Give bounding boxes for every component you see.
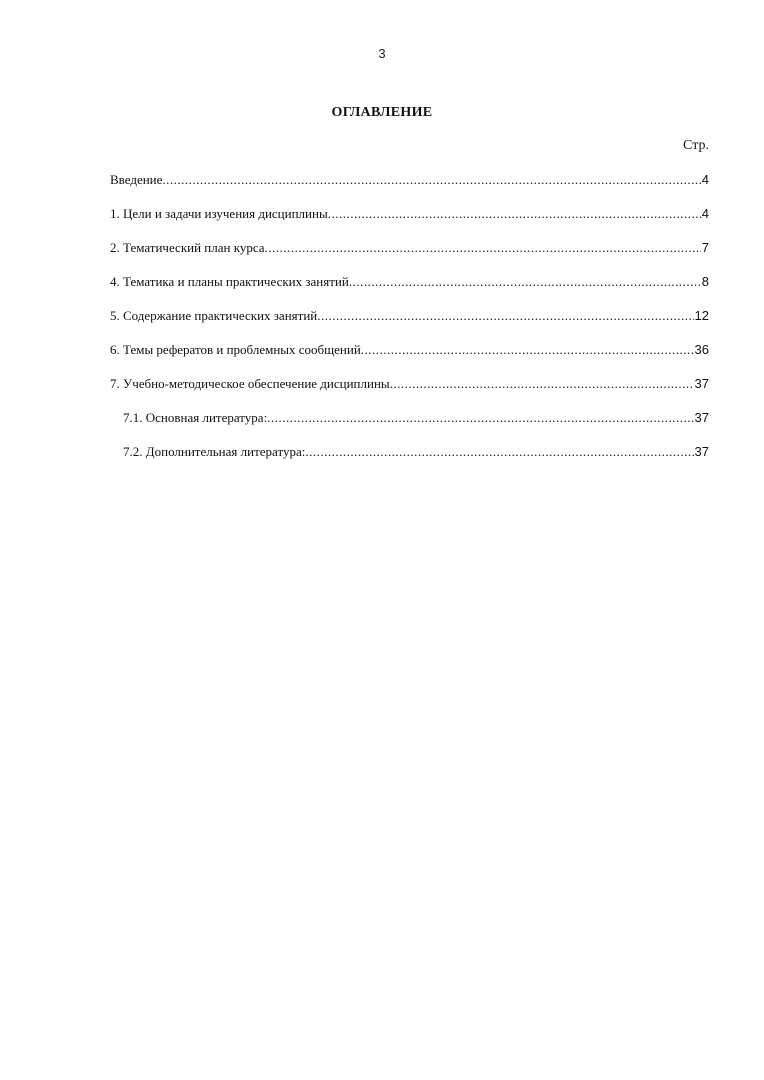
toc-subentry[interactable] — [110, 444, 709, 478]
toc-entry-label: Введение — [110, 172, 163, 187]
toc-entry-label: 7.1. Основная литература: — [123, 410, 268, 425]
toc-entry-label: 7. Учебно-методическое обеспечение дисциплины — [110, 376, 390, 391]
page-number: 3 — [378, 46, 386, 61]
toc-entry-page: 36 — [694, 342, 709, 357]
toc-entry-page: 8 — [701, 274, 709, 289]
toc-entry[interactable] — [110, 376, 709, 410]
toc-entry[interactable] — [110, 308, 709, 342]
toc-entry-page: 37 — [694, 376, 709, 391]
toc-entry[interactable] — [110, 206, 709, 240]
toc-entry-page: 37 — [694, 410, 709, 425]
toc-entry-page: 7 — [701, 240, 709, 255]
toc-leader-dots — [162, 172, 700, 188]
table-of-contents — [110, 172, 709, 478]
toc-leader-dots — [390, 376, 694, 392]
toc-entry-label: 1. Цели и задачи изучения дисциплины — [110, 206, 328, 221]
toc-entry-label: 5. Содержание практических занятий — [110, 308, 318, 323]
page-column-header: Стр. — [683, 138, 709, 153]
toc-entry-label: 6. Темы рефератов и проблемных сообщений — [110, 342, 361, 357]
toc-entry[interactable] — [110, 342, 709, 376]
toc-entry-label: 4. Тематика и планы практических занятий — [110, 274, 349, 289]
toc-entry-label: 2. Тематический план курса — [110, 240, 265, 255]
toc-subentry[interactable] — [110, 410, 709, 444]
toc-entry[interactable] — [110, 240, 709, 274]
toc-leader-dots — [265, 240, 701, 256]
toc-entry-page: 37 — [694, 444, 709, 459]
page-title: ОГЛАВЛЕНИЕ — [331, 105, 433, 120]
toc-entry[interactable] — [110, 172, 709, 206]
toc-leader-dots — [361, 342, 694, 358]
toc-leader-dots — [349, 274, 701, 290]
toc-leader-dots — [317, 308, 693, 324]
toc-entry-page: 12 — [694, 308, 709, 323]
toc-leader-dots — [267, 410, 693, 426]
toc-entry[interactable] — [110, 274, 709, 308]
toc-entry-label: 7.2. Дополнительная литература: — [123, 444, 306, 459]
toc-entry-page: 4 — [701, 172, 709, 187]
toc-entry-page: 4 — [701, 206, 709, 221]
toc-leader-dots — [305, 444, 693, 460]
toc-leader-dots — [328, 206, 701, 222]
